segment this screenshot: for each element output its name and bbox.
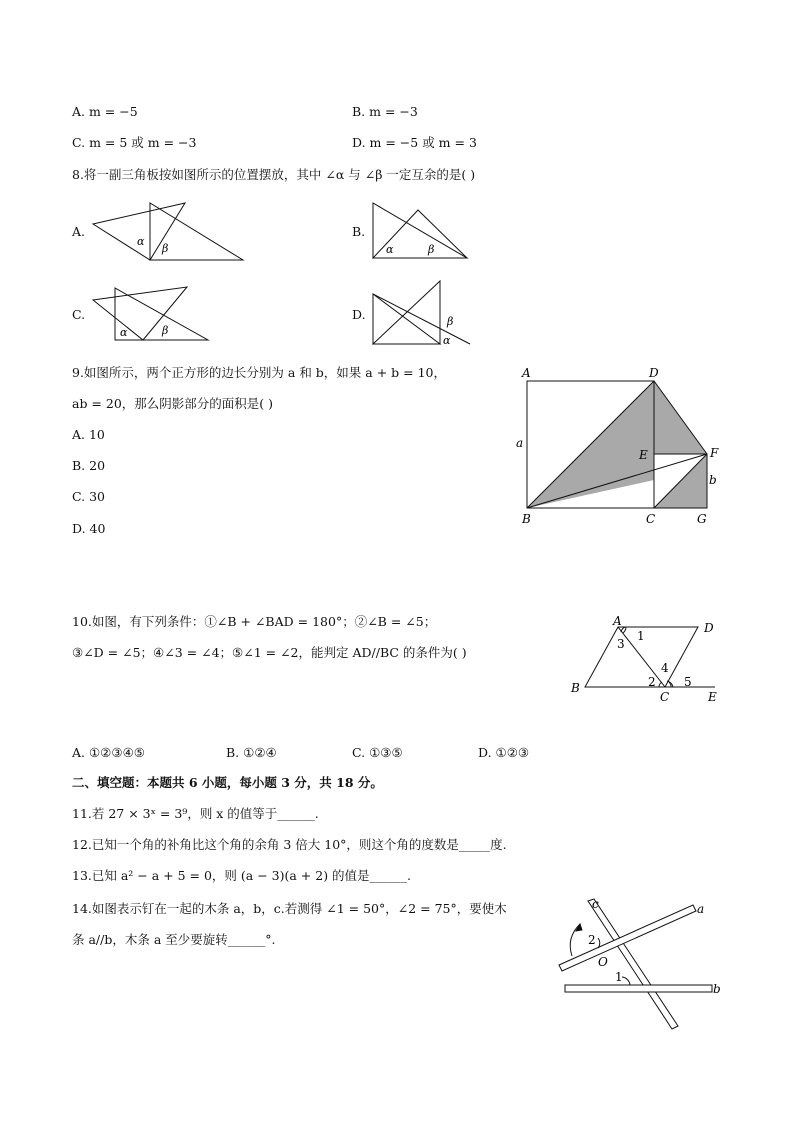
q10-stem-line1: 10.如图，有下列条件：①∠B + ∠BAD = 180°；②∠B = ∠5；	[72, 614, 437, 629]
q8-label-c: C.	[72, 307, 86, 322]
q7-option-c: C. m = 5 或 m = −3	[72, 135, 197, 150]
q9-label-C: C	[646, 512, 656, 526]
q9-label-b: b	[709, 473, 717, 487]
q14-label-c: c	[592, 897, 599, 911]
q13: 13.已知 a² − a + 5 = 0，则 (a − 3)(a + 2) 的值是______.	[72, 868, 412, 883]
q9-label-a: a	[516, 436, 524, 450]
q10-option-b: B. ①②④	[226, 745, 277, 760]
q10-label-D: D	[704, 621, 714, 635]
q14-label-b: b	[713, 982, 721, 996]
q8-figure-b	[370, 200, 475, 262]
q8-label-a: A.	[72, 224, 86, 239]
section-heading: 二、填空题：本题共 6 小题，每小题 3 分，共 18 分。	[72, 775, 383, 790]
q10-option-d: D. ①②③	[478, 745, 530, 760]
q10-stem-line2: ③∠D = ∠5；④∠3 = ∠4；⑤∠1 = ∠2，能判定 AD//BC 的条件为( )	[72, 645, 467, 660]
q10-label-3: 3	[617, 637, 625, 651]
q8-b-alpha: α	[386, 243, 394, 256]
q10-label-4: 4	[661, 661, 669, 675]
q10-figure	[568, 612, 728, 707]
q14-label-2: 2	[588, 933, 596, 947]
q8-d-alpha: α	[443, 334, 451, 347]
q8-b-beta: β	[428, 243, 435, 256]
q11: 11.若 27 × 3ˣ = 3⁹，则 x 的值等于______.	[72, 806, 319, 821]
q9-stem-line2: ab = 20，那么阴影部分的面积是( )	[72, 396, 274, 411]
q8-a-beta: β	[162, 242, 169, 255]
q9-label-F: F	[710, 446, 719, 460]
q8-figure-d	[370, 278, 475, 348]
q8-d-beta: β	[447, 315, 454, 328]
q14-stem-line1: 14.如图表示钉在一起的木条 a，b，c.若测得 ∠1 = 50°，∠2 = 75°，要使木	[72, 901, 507, 916]
q7-option-b: B. m = −3	[352, 104, 418, 119]
q8-c-alpha: α	[120, 326, 128, 339]
q8-stem: 8.将一副三角板按如图所示的位置摆放，其中 ∠α 与 ∠β 一定互余的是( )	[72, 167, 476, 182]
q9-label-G: G	[697, 512, 707, 526]
q8-a-alpha: α	[137, 235, 145, 248]
q9-label-D: D	[649, 366, 659, 380]
q8-figure-c	[90, 284, 215, 344]
q10-label-1: 1	[637, 629, 645, 643]
q10-option-a: A. ①②③④⑤	[72, 745, 146, 760]
q14-stem-line2: 条 a//b，木条 a 至少要旋转______°.	[72, 932, 276, 947]
q10-option-c: C. ①③⑤	[352, 745, 403, 760]
q10-label-A: A	[613, 614, 622, 628]
q9-option-c: C. 30	[72, 489, 105, 504]
q7-option-d: D. m = −5 或 m = 3	[352, 135, 477, 150]
q8-label-d: D.	[352, 307, 366, 322]
q9-label-A: A	[522, 366, 531, 380]
q7-option-a: A. m = −5	[72, 104, 138, 119]
q8-figure-a	[90, 200, 250, 262]
q14-label-a: a	[697, 902, 705, 916]
q8-label-b: B.	[352, 224, 366, 239]
q9-option-b: B. 20	[72, 458, 106, 473]
q10-label-C: C	[660, 690, 670, 704]
q10-label-2: 2	[648, 675, 656, 689]
q14-label-1: 1	[615, 970, 623, 984]
q9-option-a: A. 10	[72, 427, 105, 442]
q14-label-O: O	[598, 955, 608, 969]
q12: 12.已知一个角的补角比这个角的余角 3 倍大 10°，则这个角的度数是_____度.	[72, 837, 507, 852]
q9-label-B: B	[522, 512, 531, 526]
q8-c-beta: β	[162, 324, 169, 337]
q10-label-B: B	[571, 681, 580, 695]
q10-label-5: 5	[684, 675, 692, 689]
q9-option-d: D. 40	[72, 521, 106, 536]
q9-figure	[515, 365, 725, 530]
q9-label-E: E	[639, 448, 648, 462]
q9-stem-line1: 9.如图所示，两个正方形的边长分别为 a 和 b，如果 a + b = 10，	[72, 365, 446, 380]
q10-label-E: E	[708, 690, 717, 704]
q14-figure	[552, 896, 727, 1036]
